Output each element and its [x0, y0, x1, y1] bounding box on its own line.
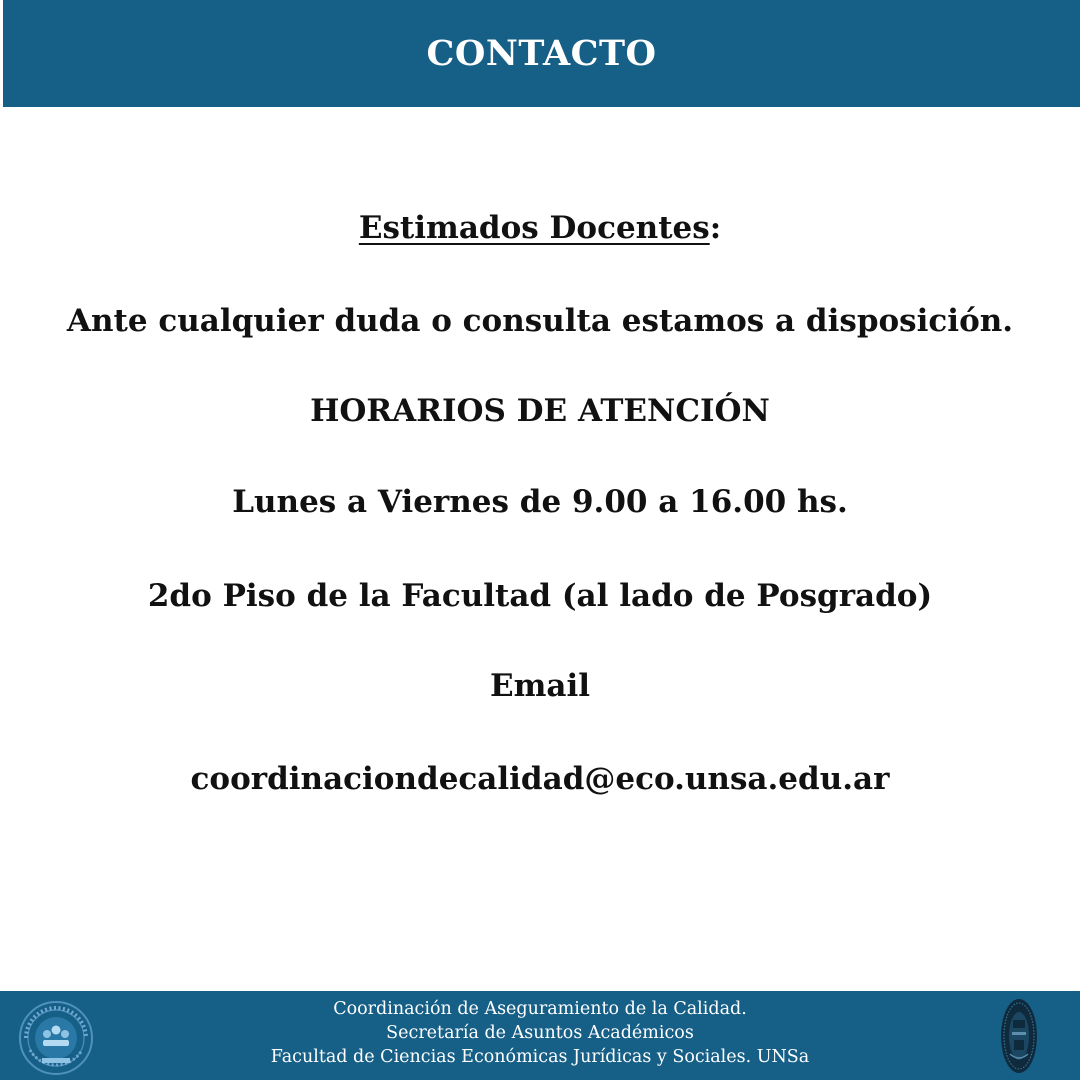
header-banner: [3, 0, 1080, 107]
footer-line-coordination: Coordinación de Aseguramiento de la Calidad.: [333, 999, 747, 1019]
greeting-text: Estimados Docentes: [358, 210, 710, 246]
email-address[interactable]: coordinaciondecalidad@eco.unsa.edu.ar: [190, 761, 890, 797]
footer-text: [0, 997, 1080, 1069]
email-label: Email: [489, 668, 591, 704]
footer-line-secretariat: Secretaría de Asuntos Académicos: [386, 1023, 694, 1043]
hours-heading: HORARIOS DE ATENCIÓN: [310, 393, 770, 429]
hours-text: Lunes a Viernes de 9.00 a 16.00 hs.: [232, 484, 848, 520]
greeting: [0, 208, 1080, 248]
location-text: 2do Piso de la Facultad (al lado de Posgrado): [147, 578, 933, 614]
footer-line-faculty: Facultad de Ciencias Económicas Jurídicas y Sociales. UNSa: [270, 1047, 810, 1067]
contact-content: [0, 107, 1080, 987]
university-seal-icon: [998, 996, 1040, 1080]
footer-banner: [0, 991, 1080, 1080]
greeting-colon: :: [709, 210, 722, 246]
faculty-seal-icon: [12, 1000, 100, 1080]
intro-text: Ante cualquier duda o consulta estamos a disposición.: [66, 303, 1014, 339]
page-title: CONTACTO: [426, 33, 657, 74]
